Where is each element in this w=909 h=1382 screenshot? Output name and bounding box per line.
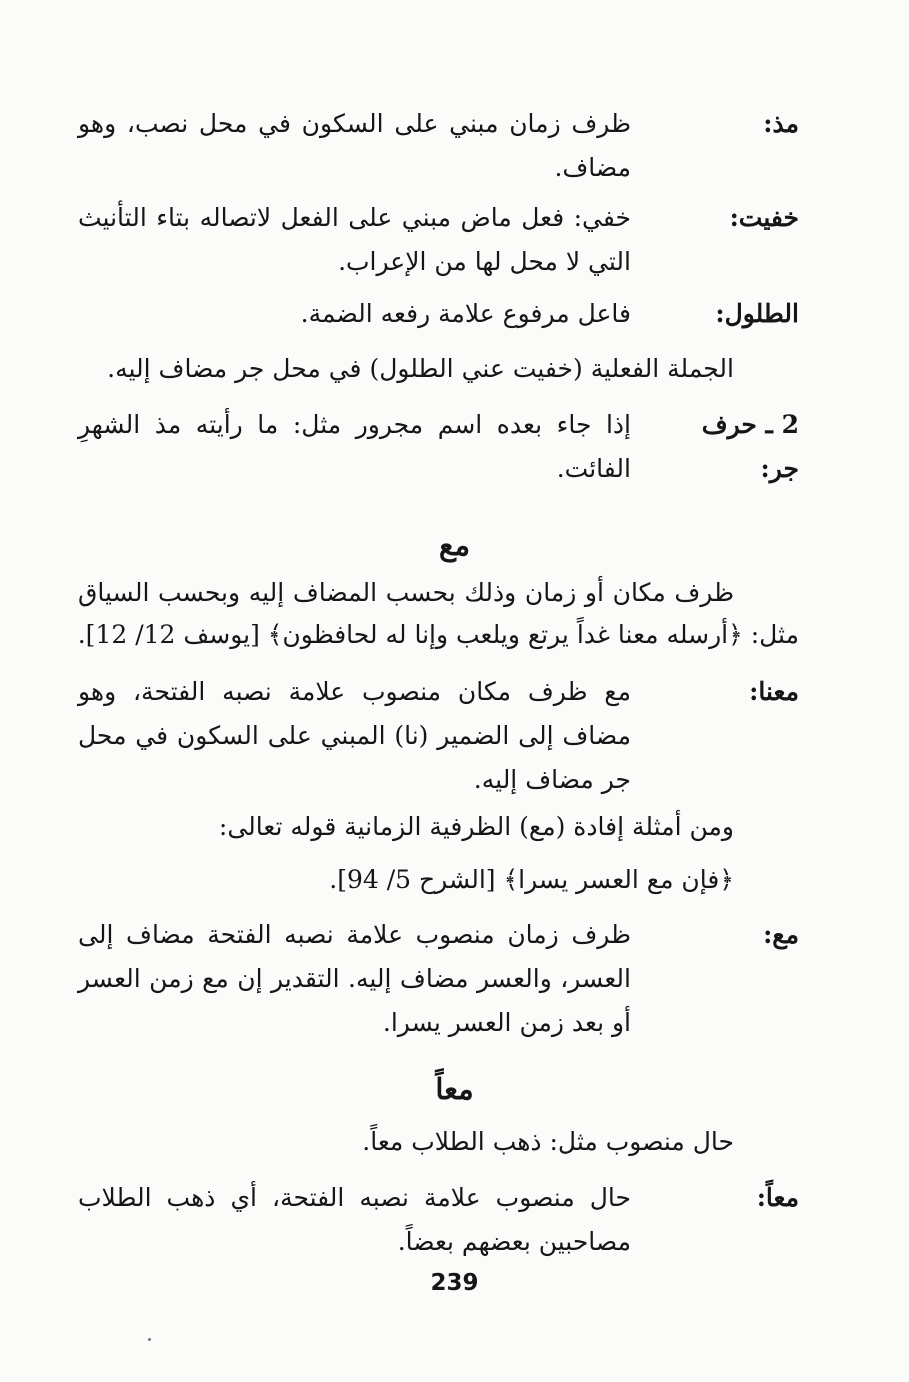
- section-heading-maaan: معاً: [435, 1072, 474, 1106]
- page-number: 239: [430, 1270, 479, 1296]
- entry-term: 2 ـ حرف جر:: [701, 410, 799, 483]
- entry-definition: مع ظرف مكان منصوب علامة نصبه الفتحة، وهو مضاف إلى الضمير (نا) المبني على السكون في محل جر مضاف إليه.: [78, 677, 631, 794]
- entry-definition: فاعل مرفوع علامة رفعه الضمة.: [300, 299, 631, 328]
- entry-term: مع:: [763, 920, 799, 949]
- entry-definition: ظرف زمان مبني على السكون في محل نصب، وهو مضاف.: [78, 109, 631, 182]
- entry-definition: حال منصوب علامة نصبه الفتحة، أي ذهب الطلاب مصاحبين بعضهم بعضاً.: [78, 1183, 631, 1256]
- maa-example: مثل: ﴿أرسله معنا غداً يرتع ويلعب وإنا له لحافظون﴾ [يوسف 12/ 12].: [77, 620, 799, 649]
- quran-verse: ﴿فإن مع العسر يسرا﴾ [الشرح 5/ 94].: [329, 865, 734, 894]
- zamaniya-intro: ومن أمثلة إفادة (مع) الظرفية الزمانية قوله تعالى:: [218, 812, 734, 841]
- entry-term: خفيت:: [729, 203, 799, 232]
- entry-term: مذ:: [763, 109, 799, 138]
- paper-speck: [148, 1338, 151, 1341]
- section-heading-maa: مع: [439, 528, 470, 562]
- entry-term: معنا:: [749, 677, 799, 706]
- jumla-note: الجملة الفعلية (خفيت عني الطلول) في محل جر مضاف إليه.: [107, 354, 734, 383]
- entry-definition: إذا جاء بعده اسم مجرور مثل: ما رأيته مذ الشهرِ الفائت.: [78, 410, 631, 483]
- entry-term: معاً:: [756, 1183, 799, 1212]
- entry-term: الطلول:: [715, 299, 799, 328]
- entry-definition: خفي: فعل ماض مبني على الفعل لاتصاله بتاء التأنيث التي لا محل لها من الإعراب.: [78, 203, 631, 276]
- maaan-intro: حال منصوب مثل: ذهب الطلاب معاً.: [362, 1127, 734, 1156]
- entry-definition: ظرف زمان منصوب علامة نصبه الفتحة مضاف إلى العسر، والعسر مضاف إليه. التقدير إن مع زمن العسر أو بعد زمن العسر يسرا.: [78, 920, 631, 1037]
- maa-intro: ظرف مكان أو زمان وذلك بحسب المضاف إليه وبحسب السياق: [78, 578, 734, 607]
